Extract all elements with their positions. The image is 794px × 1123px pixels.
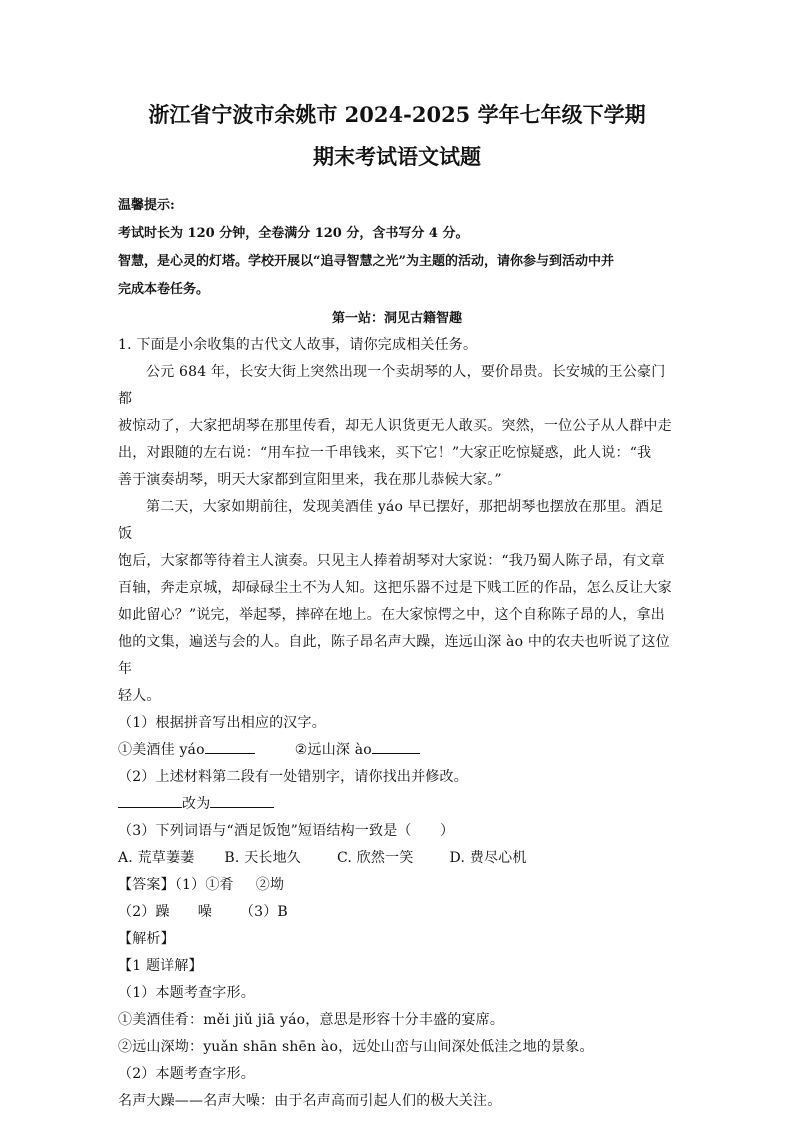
answer-label: 【答案】 (118, 877, 175, 893)
hint-line-1: 考试时长为 120 分钟，全卷满分 120 分，含书写分 4 分。 (118, 226, 469, 241)
option-d: D. 费尽心机 (449, 850, 527, 866)
exam-title-line-1: 浙江省宁波市余姚市 2024-2025 学年七年级下学期 (148, 102, 646, 127)
sub-question-3-options (118, 845, 676, 872)
sub-question-3-prompt: （3）下列词语与“酒足饭饱”短语结构一致是（ ） (118, 823, 455, 839)
analysis-label: 【解析】 (118, 931, 175, 947)
analysis-line-4: （2）本题考查字形。 (118, 1066, 255, 1082)
story-p2-line: 饱后，大家都等待着主人演奏。只见主人捧着胡琴对大家说：“我乃蜀人陈子昂，有文章 (118, 553, 665, 569)
answer-blank-1[interactable] (205, 737, 255, 754)
answer-part-1: （1）①肴 (174, 877, 234, 893)
pinyin-item-1: ①美酒佳 yáo (118, 742, 205, 758)
story-p2-line: 百轴，奔走京城，却碌碌尘土不为人知。这把乐器不过是下贱工匠的作品，怎么反让大家 (118, 580, 672, 596)
pinyin-item-2: ②远山深 ào (294, 742, 372, 758)
section-1-heading: 第一站：洞见古籍智趣 (331, 311, 462, 326)
story-p2-line: 如此留心？”说完，举起琴，摔碎在地上。在大家惊愕之中，这个自称陈子昂的人，拿出 (118, 607, 665, 623)
sub-question-2-prompt: （2）上述材料第二段有一处错别字，请你找出并修改。 (118, 769, 468, 785)
sub-question-2-blanks (118, 791, 676, 818)
answer-blank-2[interactable] (372, 737, 420, 754)
correct-char-blank[interactable] (210, 791, 274, 808)
sub-question-1-items (118, 737, 676, 764)
option-b: B. 天长地久 (224, 850, 302, 866)
sub-question-1-prompt: （1）根据拼音写出相应的汉字。 (118, 715, 326, 731)
story-p1-line: 被惊动了，大家把胡琴在那里传看，却无人识货更无人敢买。突然，一位公子从人群中走 (118, 418, 672, 434)
answer-part-2: ②坳 (255, 877, 285, 893)
hint-line-3: 完成本卷任务。 (118, 282, 210, 297)
answer-part-3: （2）躁 (118, 904, 170, 920)
change-to-text: 改为 (182, 796, 211, 812)
story-paragraph-2 (118, 494, 676, 710)
story-p1-line: 出，对跟随的左右说：“用车拉一千串钱来，买下它！”大家正吃惊疑惑，此人说：“我 (118, 445, 652, 461)
wrong-char-blank[interactable] (118, 791, 182, 808)
story-p1-line: 公元 684 年，长安大街上突然出现一个卖胡琴的人，要价昂贵。长安城的王公豪门都 (118, 364, 666, 407)
option-a: A. 荒草萋萋 (118, 850, 195, 866)
story-p2-line: 轻人。 (118, 688, 161, 704)
answer-line-2 (118, 899, 676, 926)
analysis-line-1: （1）本题考查字形。 (118, 985, 255, 1001)
answer-part-4: 噪 (197, 904, 212, 920)
analysis-detail-label: 【1 题详解】 (118, 958, 203, 974)
hint-line-2: 智慧，是心灵的灯塔。学校开展以“追寻智慧之光”为主题的活动，请你参与到活动中并 (118, 254, 614, 269)
analysis-line-2: ①美酒佳肴：měi jiǔ jiā yáo，意思是形容十分丰盛的宴席。 (118, 1012, 505, 1028)
story-p2-line: 他的文集，遍送与会的人。自此，陈子昂名声大躁，连远山深 ào 中的农夫也听说了这位年 (118, 634, 670, 677)
story-p1-line: 善于演奏胡琴，明天大家都到宣阳里来，我在那儿恭候大家。” (118, 472, 502, 488)
hint-label: 温馨提示: (118, 198, 175, 213)
story-p2-line: 第二天，大家如期前往，发现美酒佳 yáo 早已摆好，那把胡琴也摆放在那里。酒足饭 (118, 499, 664, 542)
exam-title-line-2: 期末考试语文试题 (313, 144, 481, 169)
question-1-stem: 1. 下面是小余收集的古代文人故事，请你完成相关任务。 (118, 337, 478, 353)
answer-line-1 (118, 872, 676, 899)
answer-part-5: （3）B (239, 904, 288, 920)
story-paragraph-1 (118, 359, 676, 494)
analysis-line-5: 名声大躁——名声大噪：由于名声高而引起人们的极大关注。 (118, 1093, 502, 1109)
option-c: C. 欣然一笑 (337, 850, 414, 866)
analysis-line-3: ②远山深坳：yuǎn shān shēn ào，远处山峦与山间深处低洼之地的景象。 (118, 1039, 594, 1055)
